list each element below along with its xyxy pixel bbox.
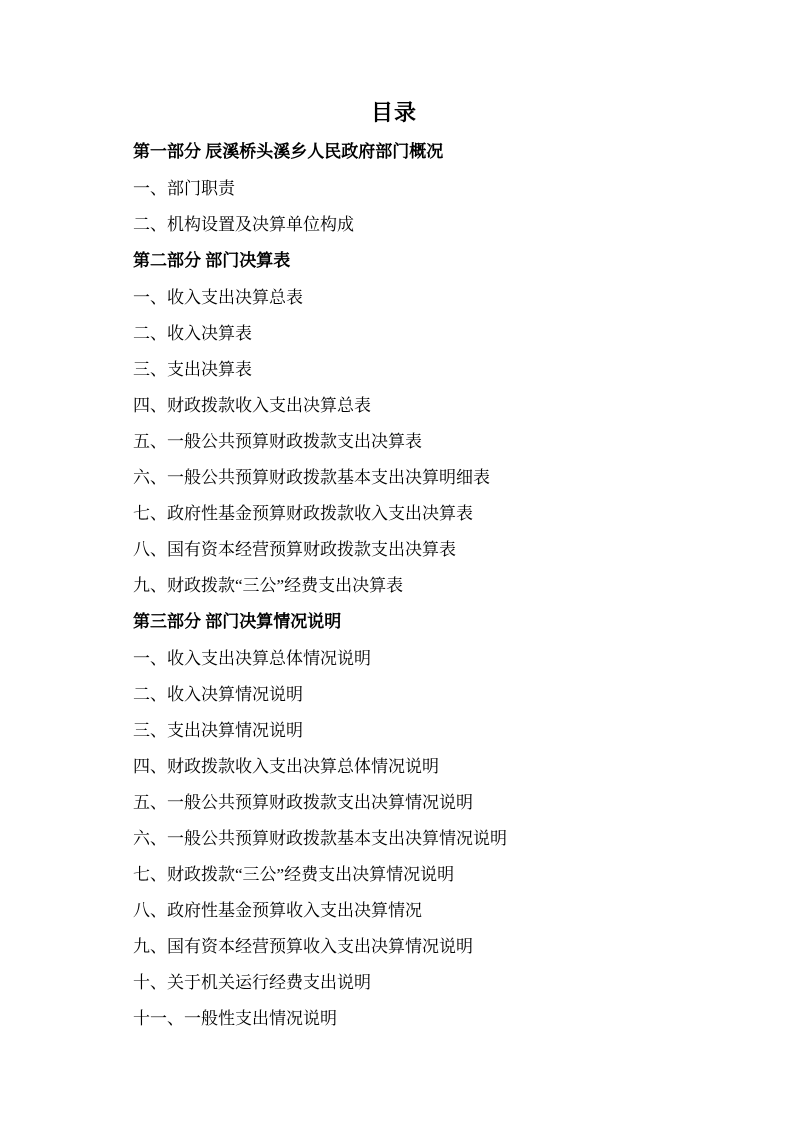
- toc-part-heading[interactable]: 第二部分 部门决算表: [133, 251, 291, 270]
- toc-item[interactable]: 三、支出决算表: [133, 360, 252, 379]
- toc-item[interactable]: 五、一般公共预算财政拨款支出决算表: [133, 432, 422, 451]
- toc-item[interactable]: 四、财政拨款收入支出决算总体情况说明: [133, 757, 439, 776]
- toc-item[interactable]: 六、一般公共预算财政拨款基本支出决算明细表: [133, 468, 490, 487]
- toc-item[interactable]: 十一、一般性支出情况说明: [133, 1009, 337, 1028]
- toc-item[interactable]: 一、收入支出决算总表: [133, 288, 303, 307]
- toc-item[interactable]: 八、国有资本经营预算财政拨款支出决算表: [133, 540, 456, 559]
- toc-item[interactable]: 五、一般公共预算财政拨款支出决算情况说明: [133, 793, 473, 812]
- toc-item[interactable]: 八、政府性基金预算收入支出决算情况: [133, 901, 422, 920]
- toc-item[interactable]: 七、财政拨款“三公”经费支出决算情况说明: [133, 865, 455, 884]
- toc-item[interactable]: 十、关于机关运行经费支出说明: [133, 973, 371, 992]
- toc-item[interactable]: 一、收入支出决算总体情况说明: [133, 649, 371, 668]
- table-of-contents: [133, 143, 685, 1027]
- toc-item[interactable]: 九、国有资本经营预算收入支出决算情况说明: [133, 937, 473, 956]
- toc-item[interactable]: 二、机构设置及决算单位构成: [133, 215, 354, 234]
- toc-part-heading[interactable]: 第三部分 部门决算情况说明: [133, 612, 342, 631]
- toc-item[interactable]: 九、财政拨款“三公”经费支出决算表: [133, 576, 404, 595]
- toc-item[interactable]: 一、部门职责: [133, 179, 235, 198]
- toc-item[interactable]: 七、政府性基金预算财政拨款收入支出决算表: [133, 504, 473, 523]
- toc-item[interactable]: 六、一般公共预算财政拨款基本支出决算情况说明: [133, 829, 507, 848]
- toc-item[interactable]: 三、支出决算情况说明: [133, 721, 303, 740]
- toc-item[interactable]: 二、收入决算情况说明: [133, 685, 303, 704]
- toc-part-heading[interactable]: 第一部分 辰溪桥头溪乡人民政府部门概况: [133, 142, 444, 161]
- page-title: 目录: [370, 100, 417, 125]
- toc-item[interactable]: 二、收入决算表: [133, 324, 252, 343]
- toc-item[interactable]: 四、财政拨款收入支出决算总表: [133, 396, 371, 415]
